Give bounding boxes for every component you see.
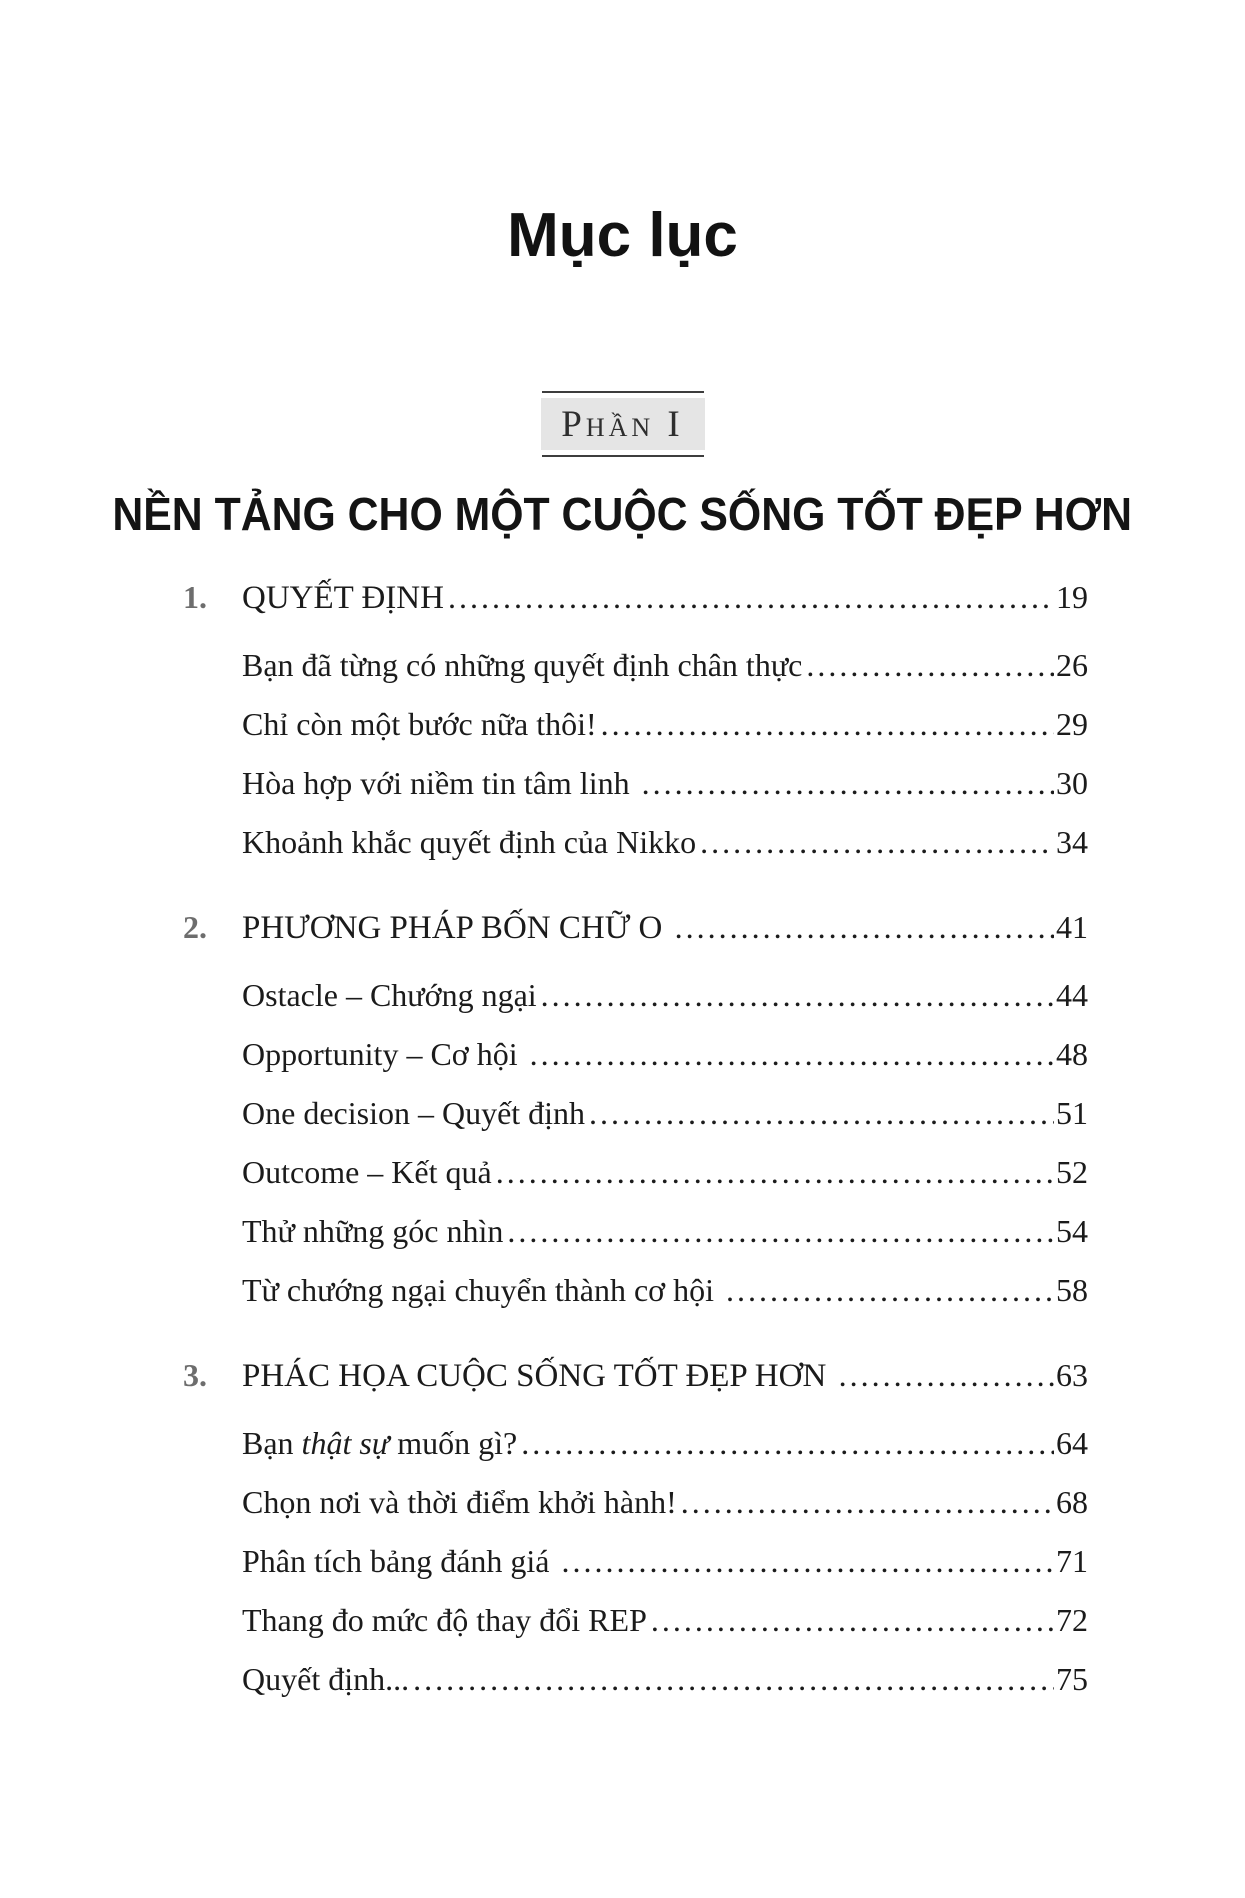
dot-leader xyxy=(677,1473,1054,1532)
dot-leader xyxy=(557,1532,1054,1591)
page-number: 41 xyxy=(1056,908,1088,945)
chapter-title: PHÁC HỌA CUỘC SỐNG TỐT ĐẸP HƠN xyxy=(242,1357,835,1394)
toc-section-row xyxy=(183,695,1088,754)
page-number: 71 xyxy=(1056,1542,1088,1579)
page-number: 72 xyxy=(1056,1601,1088,1638)
dot-leader xyxy=(802,636,1054,695)
part-heading-text: NỀN TẢNG CHO MỘT CUỘC SỐNG TỐT ĐẸP HƠN xyxy=(112,488,1133,540)
section-title: Khoảnh khắc quyết định của Nikko xyxy=(242,823,697,860)
toc-section-row xyxy=(183,813,1088,872)
toc-section-row xyxy=(183,754,1088,813)
page-number: 48 xyxy=(1056,1035,1088,1072)
chapter-number: 1. xyxy=(183,578,207,615)
section-title: Chọn nơi và thời điểm khởi hành! xyxy=(242,1483,677,1520)
toc-section-row xyxy=(183,1084,1088,1143)
section-title: Thang đo mức độ thay đổi REP xyxy=(242,1601,647,1638)
toc-section-row xyxy=(183,1261,1088,1320)
part-badge xyxy=(541,391,705,457)
page-number: 54 xyxy=(1056,1212,1088,1249)
section-title: Outcome – Kết quả xyxy=(242,1153,492,1190)
dot-leader xyxy=(597,695,1054,754)
toc-section-row xyxy=(183,1202,1088,1261)
section-title: Opportunity – Cơ hội xyxy=(242,1035,526,1072)
section-title-prefix: Bạn xyxy=(242,1424,302,1461)
section-title-italic: thật sự xyxy=(301,1424,390,1461)
toc-section-row xyxy=(183,1591,1088,1650)
section-title: Ostacle – Chướng ngại xyxy=(242,976,537,1013)
dot-leader xyxy=(409,1650,1054,1709)
part-heading xyxy=(0,489,1245,540)
dot-leader xyxy=(526,1025,1054,1084)
dot-leader xyxy=(503,1202,1054,1261)
dot-leader xyxy=(671,898,1054,957)
section-title: Từ chướng ngại chuyển thành cơ hội xyxy=(242,1271,722,1308)
section-title: Chỉ còn một bước nữa thôi! xyxy=(242,705,597,742)
section-title: Bạn đã từng có những quyết định chân thực xyxy=(242,646,803,683)
page-number: 26 xyxy=(1056,646,1088,683)
dot-leader xyxy=(722,1261,1054,1320)
toc-chapter-row xyxy=(183,568,1088,628)
toc-chapter-row xyxy=(183,898,1088,958)
dot-leader xyxy=(696,813,1054,872)
section-title xyxy=(242,1414,517,1473)
dot-leader xyxy=(638,754,1054,813)
page-number: 19 xyxy=(1056,578,1088,615)
chapter-title: QUYẾT ĐỊNH xyxy=(242,579,444,616)
page-number: 29 xyxy=(1056,705,1088,742)
page-number: 34 xyxy=(1056,823,1088,860)
table-of-contents xyxy=(183,568,1088,1709)
chapter-title: PHƯƠNG PHÁP BỐN CHỮ O xyxy=(242,909,671,946)
page-number: 30 xyxy=(1056,764,1088,801)
dot-leader xyxy=(835,1346,1054,1405)
section-title: Quyết định... xyxy=(242,1660,410,1697)
dot-leader xyxy=(647,1591,1054,1650)
part-label: Phần I xyxy=(561,403,684,445)
page-number: 44 xyxy=(1056,976,1088,1013)
section-title: Thử những góc nhìn xyxy=(242,1212,504,1249)
page-title: Mục lục xyxy=(507,201,738,270)
page-number: 58 xyxy=(1056,1271,1088,1308)
section-title: Phân tích bảng đánh giá xyxy=(242,1542,558,1579)
page-number: 63 xyxy=(1056,1356,1088,1393)
section-title: Hòa hợp với niềm tin tâm linh xyxy=(242,764,638,801)
toc-section-row xyxy=(183,1473,1088,1532)
toc-section-row xyxy=(183,1532,1088,1591)
part-label-box xyxy=(541,398,705,450)
toc-section-row xyxy=(183,1143,1088,1202)
dot-leader xyxy=(537,966,1054,1025)
chapter-number: 3. xyxy=(183,1356,207,1393)
section-title-suffix: muốn gì? xyxy=(389,1424,518,1461)
toc-section-row xyxy=(183,966,1088,1025)
dot-leader xyxy=(585,1084,1054,1143)
page-number: 52 xyxy=(1056,1153,1088,1190)
toc-section-row xyxy=(183,1025,1088,1084)
dot-leader xyxy=(444,568,1054,627)
page-number: 51 xyxy=(1056,1094,1088,1131)
toc-section-row xyxy=(183,1414,1088,1473)
toc-section-row xyxy=(183,1650,1088,1709)
page-number: 68 xyxy=(1056,1483,1088,1520)
part-rule-top xyxy=(542,391,704,393)
toc-section-row xyxy=(183,636,1088,695)
part-rule-bottom xyxy=(542,455,704,457)
page-number: 64 xyxy=(1056,1424,1088,1461)
dot-leader xyxy=(517,1414,1054,1473)
section-title: One decision – Quyết định xyxy=(242,1094,586,1131)
dot-leader xyxy=(492,1143,1054,1202)
page-number: 75 xyxy=(1056,1660,1088,1697)
toc-chapter-row xyxy=(183,1346,1088,1406)
chapter-number: 2. xyxy=(183,908,207,945)
